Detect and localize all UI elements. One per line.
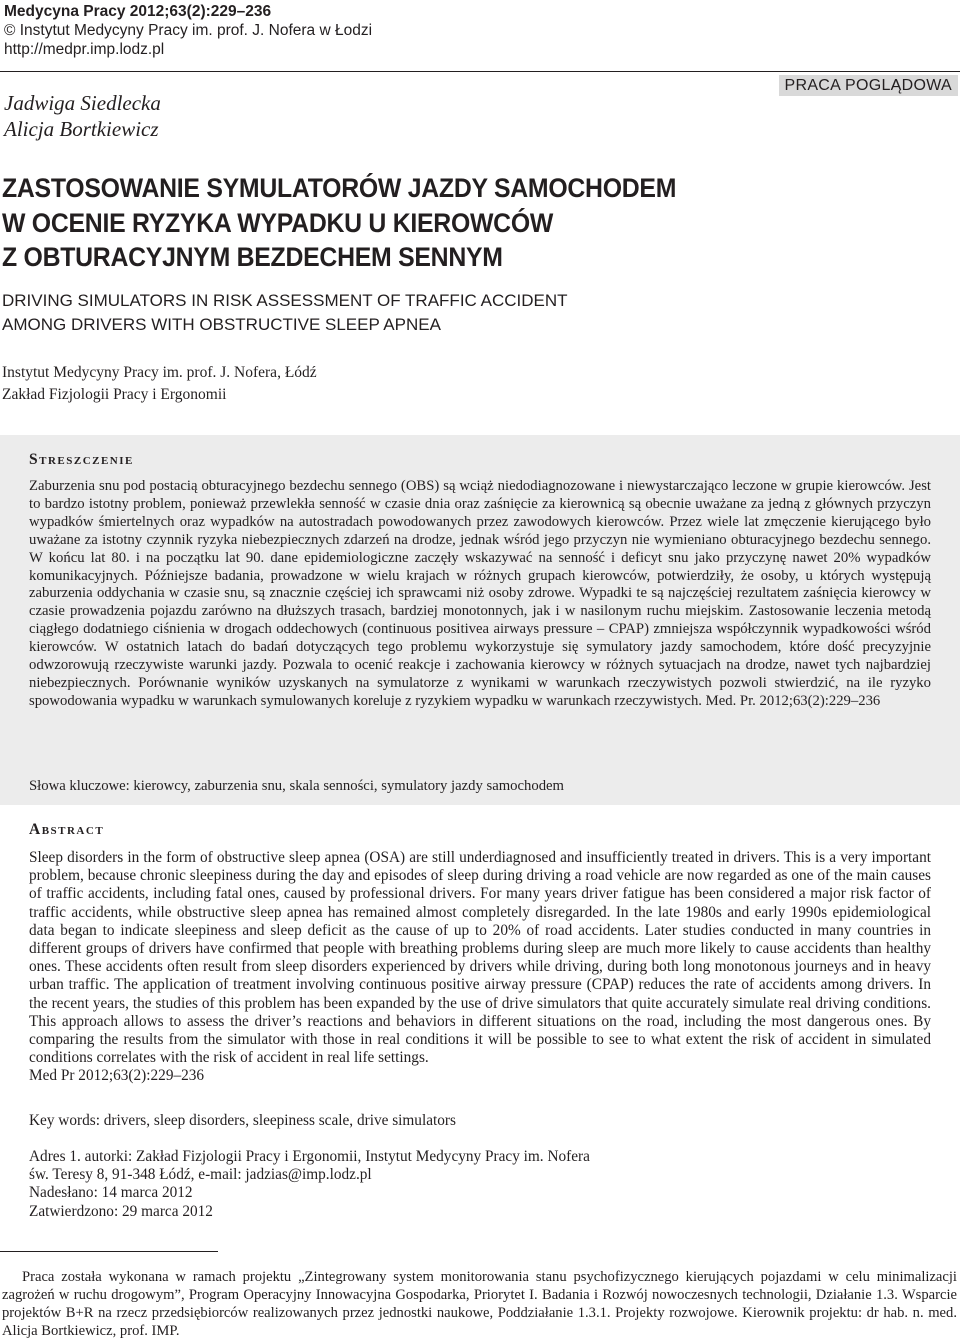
title-line: DRIVING SIMULATORS IN RISK ASSESSMENT OF TRAFFIC ACCIDENT	[2, 291, 568, 310]
accepted-date: Zatwierdzono: 29 marca 2012	[29, 1202, 213, 1220]
affiliation-institute: Instytut Medycyny Pracy im. prof. J. Nofera, Łódź	[2, 364, 317, 381]
abstract-en-text: Sleep disorders in the form of obstructive sleep apnea (OSA) are still underdiagnosed and insufficiently treated in drivers. This is a very important problem, because chronic sleepiness during the day and episodes of sleep during driving a road vehicle are now regarded as one of the main causes of traffic accidents, including fatal ones, caused by professional drivers. For many years driver fatigue has been considered a major risk factor of traffic accidents, while obstructive sleep apnea has remained almost completely disregarded. In the late 1980s and early 1990s epidemiological data began to indicate sleepiness and sleep deficit as the cause of up to 20% of road accidents. Later studies conducted in many countries in different groups of drivers have confirmed that people with breathing problems during sleep are much more likely to cause accidents than healthy ones. These accidents often result from sleep disorders experienced by drivers while driving, during both long monotonous journeys and in heavy urban traffic. The application of treatment involving continuous positive airway pressure (CPAP) reduces the rate of accidents among drivers. In the recent years, the studies of this problem has been expanded by the use of drive simulators that quite accurately simulate real driving conditions. This approach allows to assess the driver’s reactions and behaviors in different situations on the road, including the most dangerous ones. By comparing the results from the simulator with those in real conditions it will be possible to see to what extent the risk of accident in simulated conditions correlates with the risk of accident in real life settings.	[29, 849, 931, 1067]
abstract-en-heading: Abstract	[29, 821, 105, 838]
title-line: W OCENIE RYZYKA WYPADKU U KIEROWCÓW	[2, 207, 554, 238]
abstract-pl-text: Zaburzenia snu pod postacią obturacyjnego bezdechu sennego (OBS) są wciąż niedodiagnozowane i niewystarczająco leczone w grupie kierowców. Jest to bardzo istotny problem, ponieważ przewlekła senność w czasie dnia oraz zaśnięcie za kierownicą są obecnie uważane za jedną z głównych przyczyn wypadków śmiertelnych oraz wypadków na autostradach powodowanych przez zawodowych kierowców. Przez wiele lat zmęczenie kierującego było uważane za istotny czynnik ryzyka niebezpiecznych zdarzeń na drodze, jednak wśród jego przyczyn nie wymieniano obturacyjnego bezdechu sennego. W końcu lat 80. i na początku lat 90. dane epidemiologiczne zaczęły wskazywać na senność i deficyt snu jako przyczynę nawet 20% wypadków komunikacyjnych. Późniejsze badania, prowadzone w wielu krajach w różnych grupach kierowców, potwierdziły, że osoby, u których występują zaburzenia oddychania w czasie snu, są znacznie częściej ich sprawcami niż osoby zdrowe. Wypadki te są najczęściej rezultatem zaśnięcia kierowcy w czasie prowadzenia pojazdu zarówno na dłuższych trasach, bardziej monotonnych, jak i w nasilonym ruchu miejskim. Zastosowanie leczenia metodą ciągłego dodatniego ciśnienia w drogach oddechowych (continuous positivea airways pressure – CPAP) zmniejsza współczynnik wypadkowości wśród kierowców. W ostatnich latach do badań dotyczących tego problemu wykorzystuje się symulatory jazdy samochodem, które dość precyzyjnie odwzorowują rzeczywiste warunki jazdy. Pozwala to ocenić reakcje i zachowania kierowcy w różnych sytuacjach na drodze, nawet tych najbardziej niebezpiecznych. Porównanie wyników uzyskanych na symulatorze z wynikami w warunkach rzeczywistych pozwoli stwierdzić, na ile ryzyko spowodowania wypadku w warunkach symulowanych koreluje z ryzykiem wypadku w warunkach rzeczywistych. Med. Pr. 2012;63(2):229–236	[29, 478, 931, 709]
title-polish	[2, 171, 876, 275]
address-line: Adres 1. autorki: Zakład Fizjologii Pracy i Ergonomii, Instytut Medycyny Pracy im. Nofera	[29, 1148, 590, 1165]
footnote-rule	[0, 1251, 218, 1252]
author-name: Jadwiga Siedlecka	[4, 91, 161, 115]
affiliation-department: Zakład Fizjologii Pracy i Ergonomii	[2, 386, 227, 403]
keywords-en: Key words: drivers, sleep disorders, sleepiness scale, drive simulators	[29, 1112, 456, 1129]
title-english	[2, 289, 952, 336]
title-line: Z OBTURACYJNYM BEZDECHEM SENNYM	[2, 242, 503, 272]
author-list	[4, 90, 161, 142]
author-name: Alicja Bortkiewicz	[4, 117, 159, 141]
funding-footnote: Praca została wykonana w ramach projektu „Zintegrowany system monitorowania stanu psychofizycznego kierujących pojazdami w celu minimalizacji zagrożeń w ruchu drogowym”, Program Operacyjny Innowacyjna Gospodarka, Priorytet I. Badania i Rozwój nowoczesnych technologii, Działanie 1.3. Wsparcie projektów B+R na rzecz przedsiębiorców realizowanych przez jednostki naukowe, Poddziałanie 1.3.1. Projekty rozwojowe. Kierownik projektu: dr hab. n. med. Alicja Bortkiewicz, prof. IMP.	[2, 1269, 957, 1340]
header-rule	[0, 71, 960, 72]
journal-header	[4, 2, 372, 59]
journal-url[interactable]: http://medpr.imp.lodz.pl	[4, 41, 165, 58]
abstract-en-citation: Med Pr 2012;63(2):229–236	[29, 1067, 205, 1085]
abstract-en-block	[29, 849, 931, 1086]
address-line: św. Teresy 8, 91-348 Łódź, e-mail: jadzias@imp.lodz.pl	[29, 1166, 372, 1184]
affiliation	[2, 362, 317, 406]
journal-copyright: © Instytut Medycyny Pracy im. prof. J. Nofera w Łodzi	[4, 22, 373, 39]
article-type-badge: PRACA POGLĄDOWA	[779, 75, 959, 96]
journal-title: Medycyna Pracy 2012;63(2):229–236	[4, 3, 272, 20]
title-line: ZASTOSOWANIE SYMULATORÓW JAZDY SAMOCHODEM	[2, 173, 677, 203]
keywords-pl: Słowa kluczowe: kierowcy, zaburzenia snu, skala senności, symulatory jazdy samochodem	[29, 778, 564, 794]
correspondence-address	[29, 1148, 590, 1221]
abstract-pl-heading: Streszczenie	[29, 451, 134, 468]
title-line: AMONG DRIVERS WITH OBSTRUCTIVE SLEEP APNEA	[2, 314, 441, 334]
received-date: Nadesłano: 14 marca 2012	[29, 1184, 193, 1202]
